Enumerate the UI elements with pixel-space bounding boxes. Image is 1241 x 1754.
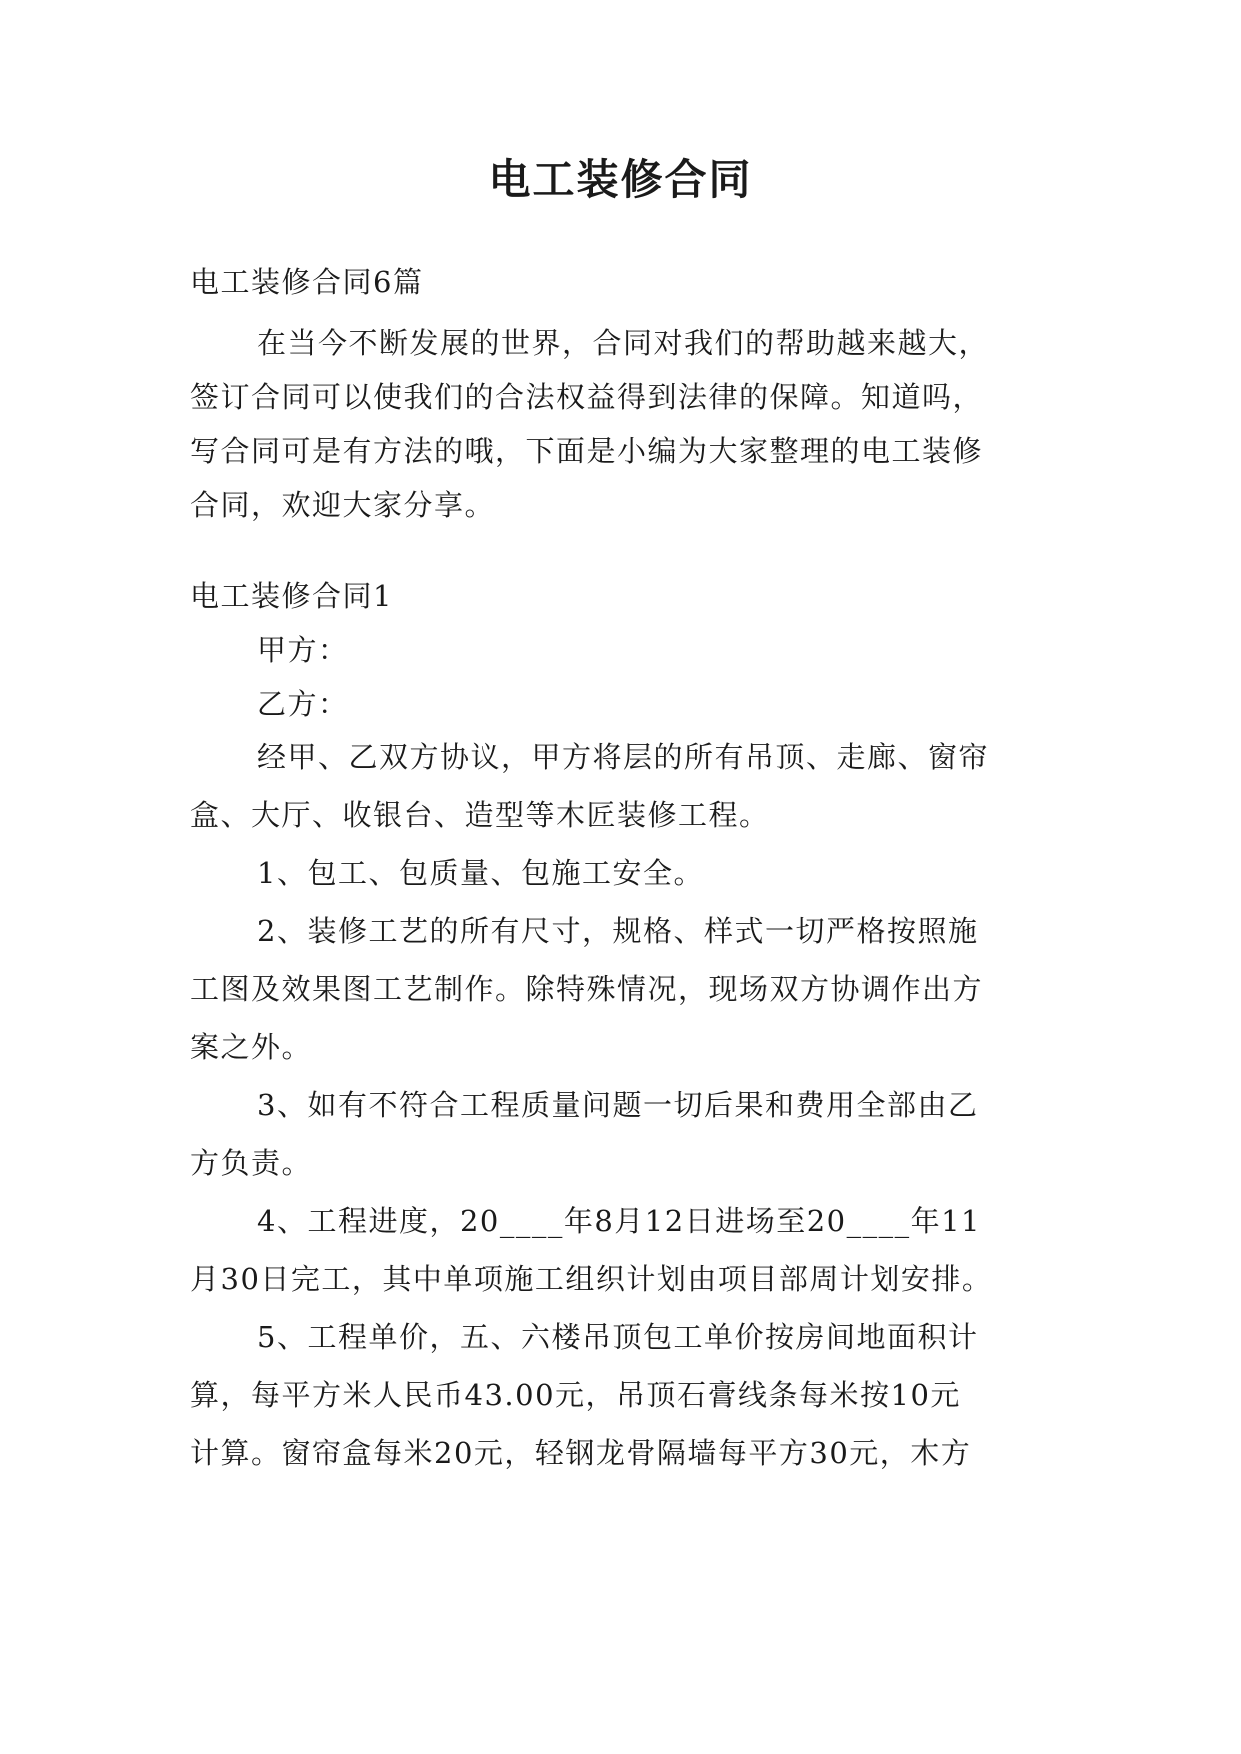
clause-line: 工图及效果图工艺制作。除特殊情况，现场双方协调作出方 bbox=[190, 972, 984, 1006]
intro-line: 签订合同可以使我们的合法权益得到法律的保障。知道吗， bbox=[190, 380, 984, 414]
clause-line: 方负责。 bbox=[190, 1146, 313, 1180]
document-title: 电工装修合同 bbox=[488, 155, 753, 204]
clause-line: 3、如有不符合工程质量问题一切后果和费用全部由乙 bbox=[257, 1088, 979, 1122]
clause-line: 案之外。 bbox=[190, 1030, 313, 1064]
clause-line: 5、工程单价，五、六楼吊顶包工单价按房间地面积计 bbox=[257, 1320, 979, 1354]
document-subtitle bbox=[190, 262, 1065, 302]
party-b bbox=[190, 684, 1065, 724]
intro-line: 合同，欢迎大家分享。 bbox=[190, 488, 496, 522]
intro-line: 在当今不断发展的世界，合同对我们的帮助越来越大， bbox=[257, 326, 990, 360]
party-a-label: 甲方： bbox=[257, 633, 349, 667]
clause-line: 月30日完工，其中单项施工组织计划由项目部周计划安排。 bbox=[190, 1262, 993, 1296]
intro-line: 写合同可是有方法的哦，下面是小编为大家整理的电工装修 bbox=[190, 434, 984, 468]
intro-paragraph bbox=[190, 316, 1065, 532]
clause-line: 经甲、乙双方协议，甲方将层的所有吊顶、走廊、窗帘 bbox=[257, 740, 990, 774]
subtitle-line: 电工装修合同6篇 bbox=[190, 265, 424, 299]
clause-line: 算，每平方米人民币43.00元，吊顶石膏线条每米按10元 bbox=[190, 1378, 961, 1412]
section-heading bbox=[190, 576, 1065, 616]
party-b-label: 乙方： bbox=[257, 687, 349, 721]
party-a bbox=[190, 630, 1065, 670]
clause-line: 2、装修工艺的所有尺寸，规格、样式一切严格按照施 bbox=[257, 914, 979, 948]
clause-line: 盒、大厅、收银台、造型等木匠装修工程。 bbox=[190, 798, 770, 832]
clause-line: 4、工程进度，20____年8月12日进场至20____年11 bbox=[257, 1204, 982, 1238]
clause-line: 1、包工、包质量、包施工安全。 bbox=[257, 856, 704, 890]
contract-clauses bbox=[190, 728, 1065, 1482]
clause-line: 计算。窗帘盒每米20元，轻钢龙骨隔墙每平方30元，木方 bbox=[190, 1436, 972, 1470]
section-heading-text: 电工装修合同1 bbox=[190, 579, 393, 613]
